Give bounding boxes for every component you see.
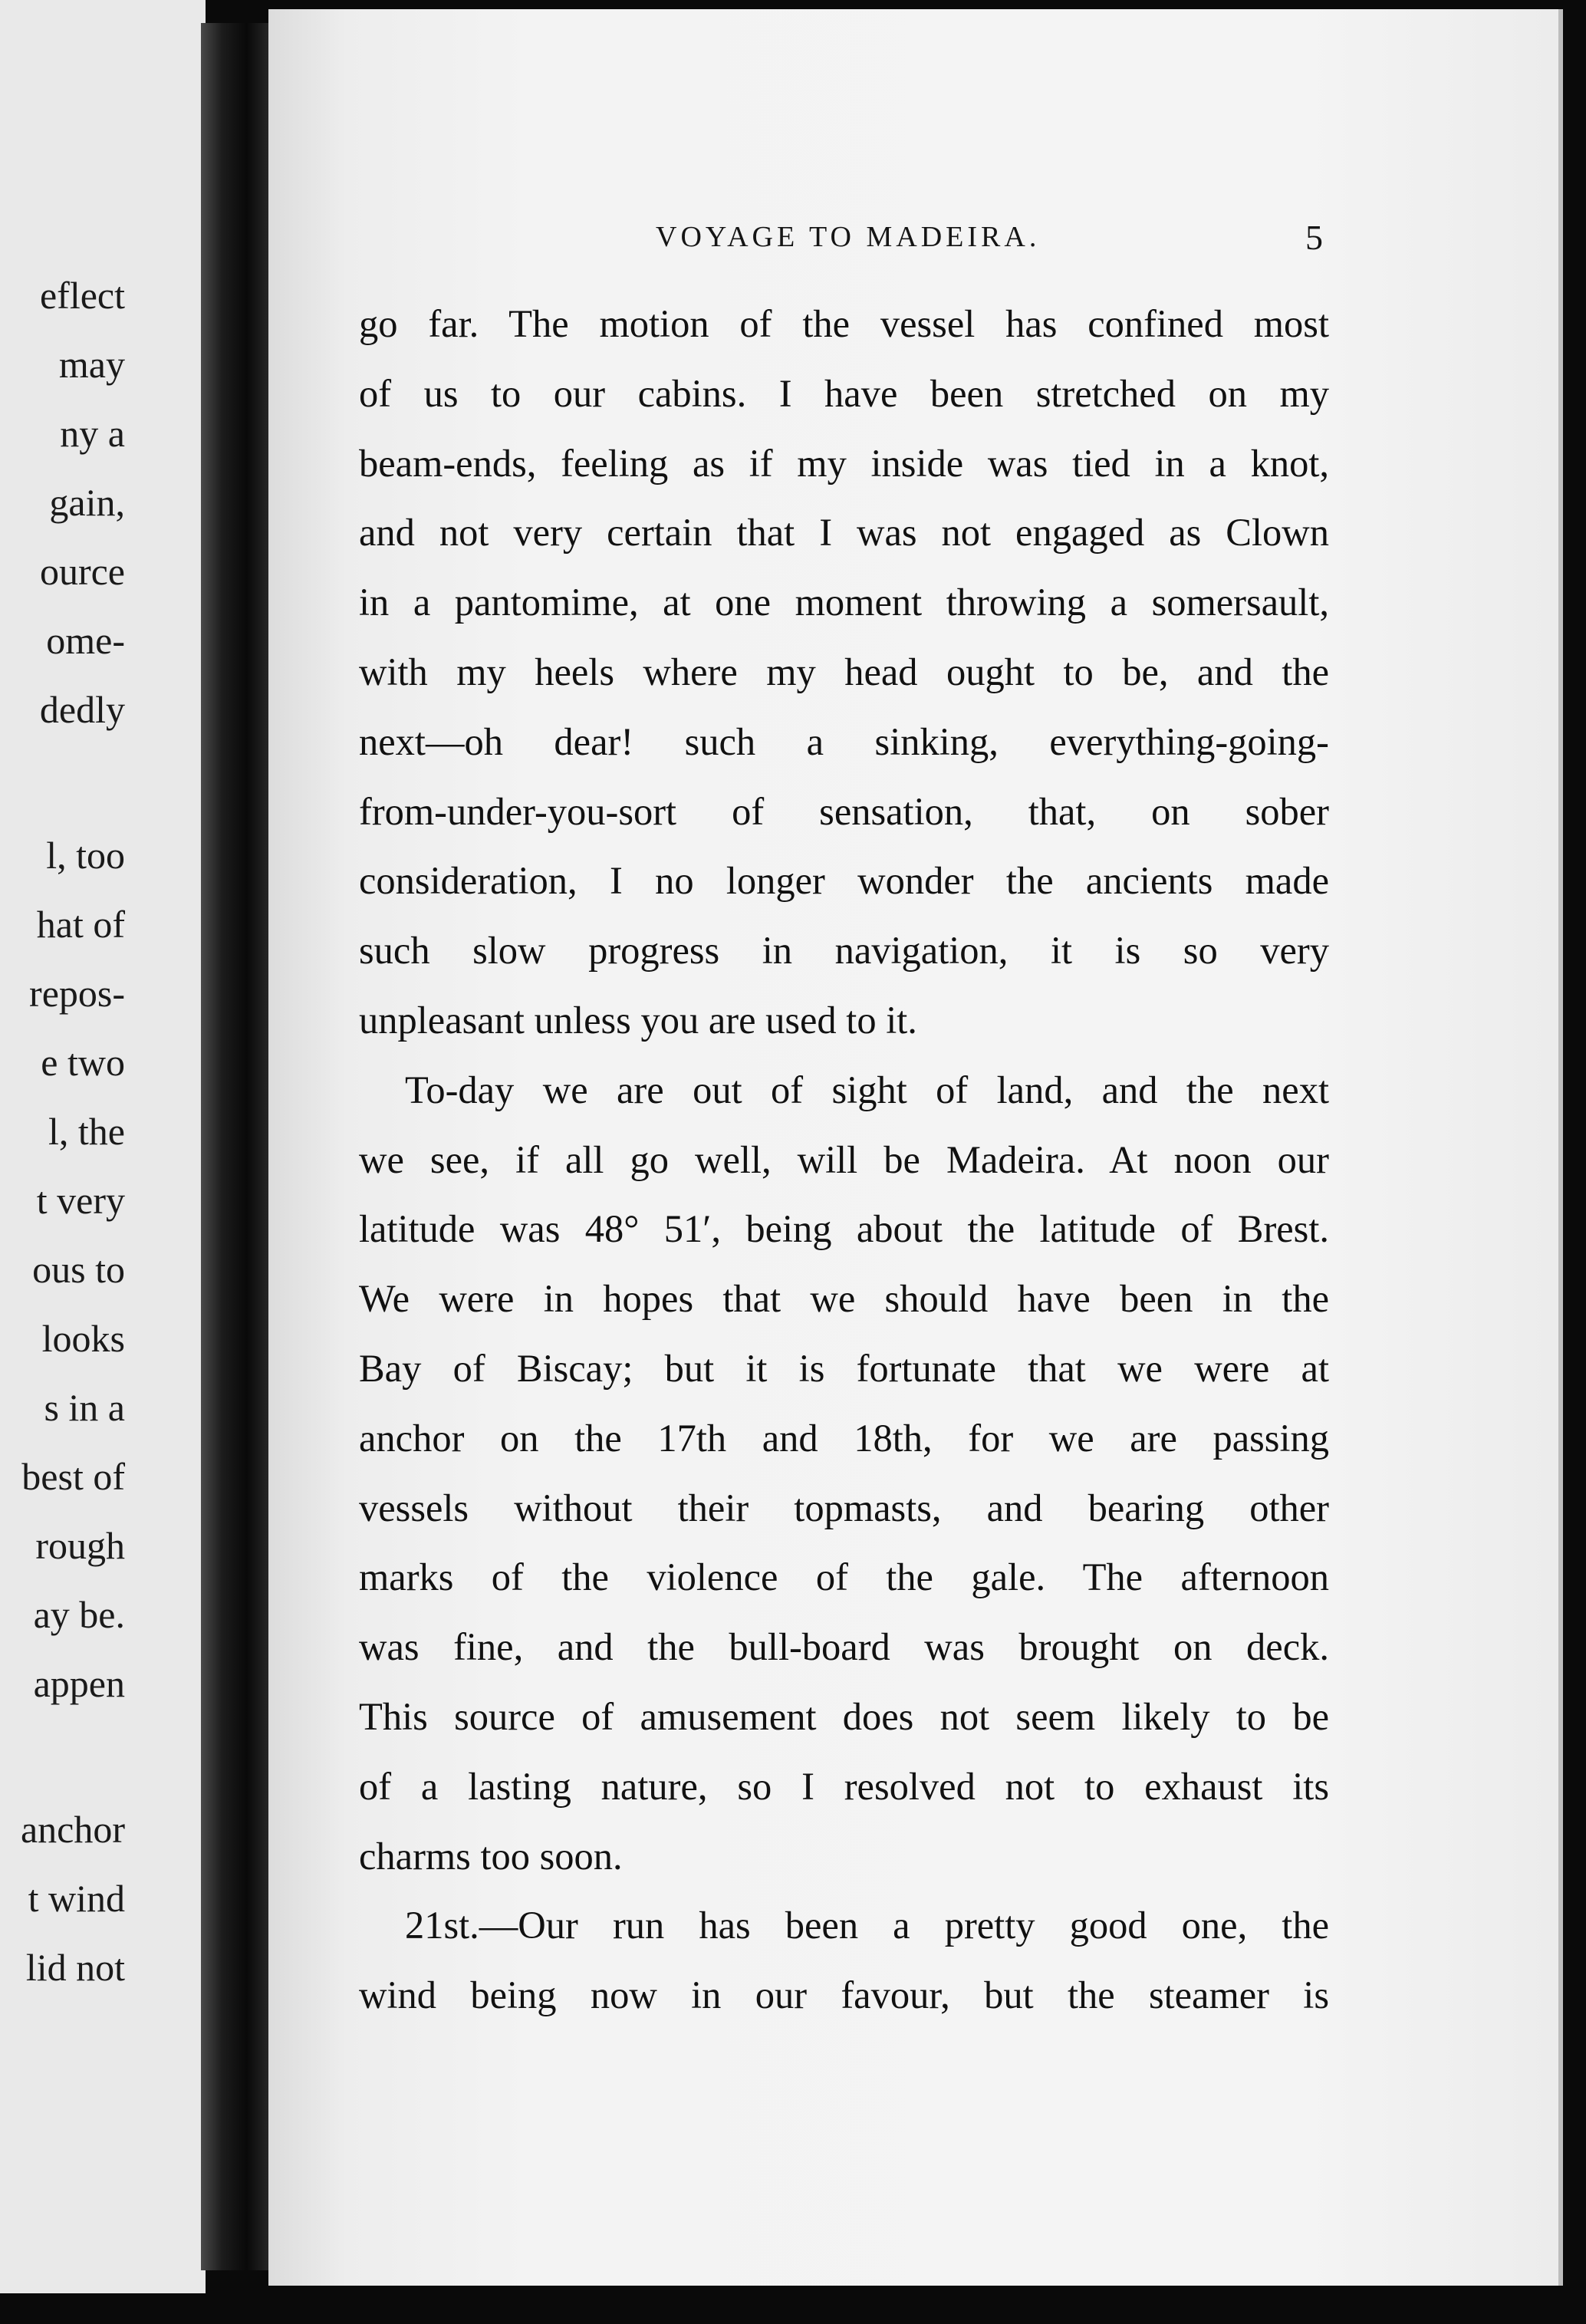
text-line: beam-ends, feeling as if my inside was tied in a knot, bbox=[359, 441, 1329, 485]
left-page-line-fragment: t wind bbox=[28, 1877, 125, 1920]
text-line: next—oh dear! such a sinking, everything-going- bbox=[359, 719, 1329, 763]
left-page-line-fragment: e two bbox=[41, 1041, 125, 1084]
text-line: was fine, and the bull-board was brought on deck. bbox=[359, 1625, 1329, 1669]
book-page bbox=[268, 9, 1563, 2286]
left-page-line-fragment: may bbox=[58, 343, 125, 386]
left-page-line-fragment: ous to bbox=[32, 1248, 125, 1291]
left-page-line-fragment: appen bbox=[33, 1662, 125, 1705]
left-page-line-fragment: t very bbox=[36, 1179, 125, 1222]
page-number: 5 bbox=[1305, 218, 1323, 257]
left-page-line-fragment: l, the bbox=[48, 1110, 125, 1153]
left-page-line-fragment: rough bbox=[35, 1524, 125, 1567]
text-line: go far. The motion of the vessel has confined most bbox=[359, 302, 1329, 345]
text-line: we see, if all go well, will be Madeira. At noon our bbox=[359, 1137, 1329, 1181]
running-head bbox=[268, 220, 1558, 258]
left-page-line-fragment: dedly bbox=[39, 688, 125, 731]
book-gutter bbox=[201, 23, 271, 2270]
text-line: in a pantomime, at one moment throwing a somersault, bbox=[359, 581, 1329, 624]
text-line: with my heels where my head ought to be, and the bbox=[359, 650, 1329, 693]
text-line: such slow progress in navigation, it is so very bbox=[359, 929, 1329, 973]
text-line: This source of amusement does not seem likely to be bbox=[359, 1694, 1329, 1738]
left-page-line-fragment: repos- bbox=[29, 972, 125, 1015]
text-line: of us to our cabins. I have been stretched on my bbox=[359, 371, 1329, 415]
left-page-line-fragment: lid not bbox=[25, 1946, 125, 1989]
left-page-line-fragment: l, too bbox=[46, 834, 125, 877]
text-line: 21st.—Our run has been a pretty good one, the bbox=[405, 1904, 1329, 1947]
text-line: from-under-you-sort of sensation, that, on sober bbox=[359, 789, 1329, 833]
left-page-line-fragment: ource bbox=[39, 550, 125, 593]
text-line: We were in hopes that we should have been in the bbox=[359, 1277, 1329, 1321]
left-page-line-fragment: gain, bbox=[49, 481, 125, 524]
text-line: marks of the violence of the gale. The afternoon bbox=[359, 1555, 1329, 1599]
text-line: To-day we are out of sight of land, and the next bbox=[405, 1068, 1329, 1111]
text-line: wind being now in our favour, but the steamer is bbox=[359, 1973, 1329, 2017]
left-page-line-fragment: s in a bbox=[44, 1386, 125, 1429]
text-line: charms too soon. bbox=[359, 1834, 623, 1878]
text-line: of a lasting nature, so I resolved not to exhaust its bbox=[359, 1764, 1329, 1808]
left-page-line-fragment: ny a bbox=[60, 412, 125, 455]
left-page-line-fragment: hat of bbox=[36, 903, 125, 946]
left-page-line-fragment: ome- bbox=[46, 619, 125, 662]
left-facing-page bbox=[0, 0, 206, 2293]
text-line: unpleasant unless you are used to it. bbox=[359, 998, 917, 1042]
text-line: consideration, I no longer wonder the ancients made bbox=[359, 859, 1329, 903]
left-page-line-fragment: looks bbox=[41, 1317, 125, 1360]
text-line: and not very certain that I was not engaged as Clown bbox=[359, 511, 1329, 555]
running-title: VOYAGE TO MADEIRA. bbox=[656, 221, 1041, 253]
text-line: Bay of Biscay; but it is fortunate that we were at bbox=[359, 1346, 1329, 1390]
body-text bbox=[359, 289, 1329, 2030]
left-page-line-fragment: eflect bbox=[39, 274, 125, 317]
left-page-line-fragment: anchor bbox=[20, 1808, 125, 1851]
text-line: vessels without their topmasts, and bearing other bbox=[359, 1486, 1329, 1529]
left-page-line-fragment: ay be. bbox=[33, 1593, 125, 1636]
text-line: anchor on the 17th and 18th, for we are passing bbox=[359, 1416, 1329, 1460]
text-line: latitude was 48° 51′, being about the latitude of Brest. bbox=[359, 1207, 1329, 1251]
left-page-line-fragment: best of bbox=[21, 1455, 125, 1498]
